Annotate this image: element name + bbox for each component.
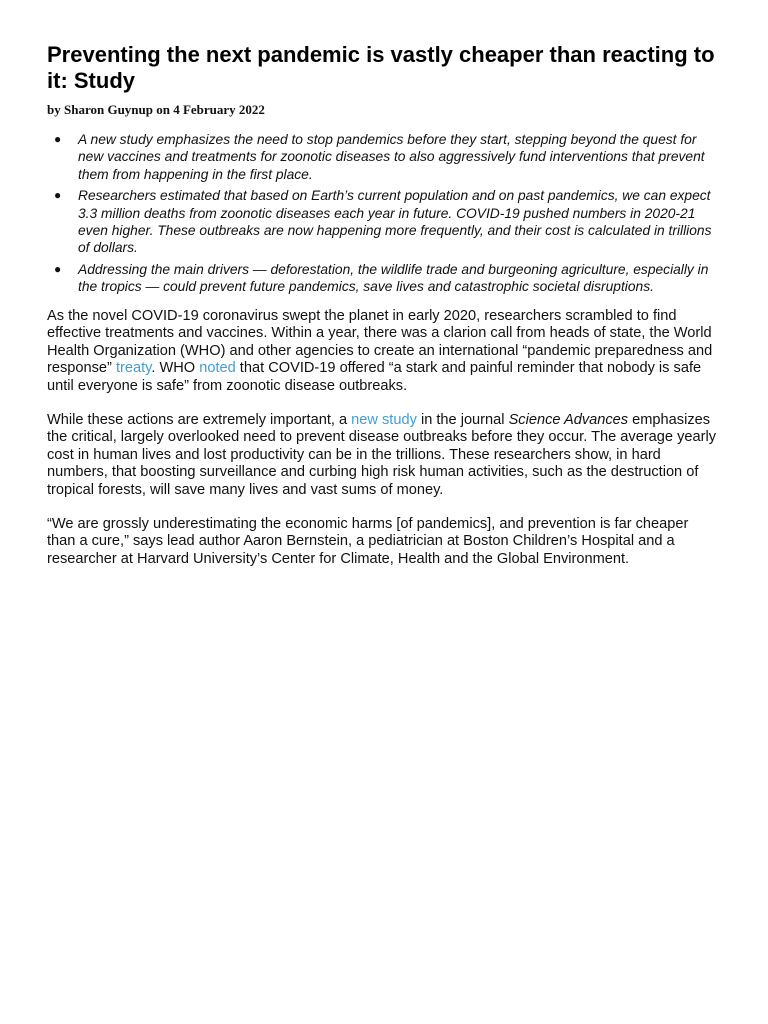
journal-name: Science Advances xyxy=(508,411,629,428)
treaty-link[interactable]: treaty xyxy=(115,360,152,377)
body-paragraph xyxy=(47,308,719,396)
paragraph-text: in the journal xyxy=(416,411,509,428)
highlight-item xyxy=(47,261,719,296)
paragraph-text: While these actions are extremely important, a xyxy=(47,411,352,428)
article-body xyxy=(47,308,719,569)
article-highlights xyxy=(47,131,719,296)
body-paragraph: “We are grossly underestimating the economic harms [of pandemics], and prevention is far cheaper than a cure,” says lead author Aaron Bernstein, a pediatrician at Boston Children’s Hospital and a researcher at Harvard University’s Center for Climate, Health and the Global Environment. xyxy=(47,515,689,567)
paragraph-text: emphasizes the critical, largely overlooked need to prevent disease outbreaks before they occur. The average yearly cost in human lives and lost productivity can be in the trillions. These researchers show, in hard numbers, that boosting surveillance and curbing high risk human activities, such as the destruction of tropical forests, will save many lives and vast sums of money. xyxy=(47,411,716,498)
paragraph-text: that COVID-19 offered “a stark and painful reminder that nobody is safe until everyone is safe” from zoonotic disease outbreaks. xyxy=(47,360,702,395)
bullet-icon: ● xyxy=(54,188,62,203)
new-study-link[interactable]: new study xyxy=(351,411,417,428)
highlight-item xyxy=(47,131,719,183)
bullet-icon: ● xyxy=(54,261,62,276)
highlight-text: Researchers estimated that based on Earth’s current population and on past pandemics, we can expect 3.3 million deaths from zoonotic diseases each year in future. COVID-19 pushed numbers in 2020-21 even higher. These outbreaks are now happening more frequently, and their cost is calculated in trillions of dollars. xyxy=(78,188,712,256)
article-page xyxy=(47,42,719,584)
paragraph-text: . WHO xyxy=(151,360,200,377)
highlight-item xyxy=(47,187,719,257)
bullet-icon: ● xyxy=(54,132,62,146)
article-title: Preventing the next pandemic is vastly cheaper than reacting to it: Study xyxy=(47,42,715,93)
article-byline: by Sharon Guynup on 4 February 2022 xyxy=(47,102,265,117)
highlight-text: Addressing the main drivers — deforestation, the wildlife trade and burgeoning agriculture, especially in the tropics — could prevent future pandemics, save lives and catastrophic societal disruptions. xyxy=(78,261,709,295)
body-paragraph xyxy=(47,412,719,500)
noted-link[interactable]: noted xyxy=(199,360,236,377)
highlight-text: A new study emphasizes the need to stop pandemics before they start, stepping beyond the quest for new vaccines and treatments for zoonotic diseases to also aggressively fund interventions that prevent them from happening in the first place. xyxy=(78,132,705,182)
paragraph-text: As the novel COVID-19 coronavirus swept the planet in early 2020, researchers scrambled to find effective treatments and vaccines. Within a year, there was a clarion call from heads of state, the World Health Organization (WHO) and other agencies to create an international “pandemic preparedness and response” xyxy=(47,307,713,377)
